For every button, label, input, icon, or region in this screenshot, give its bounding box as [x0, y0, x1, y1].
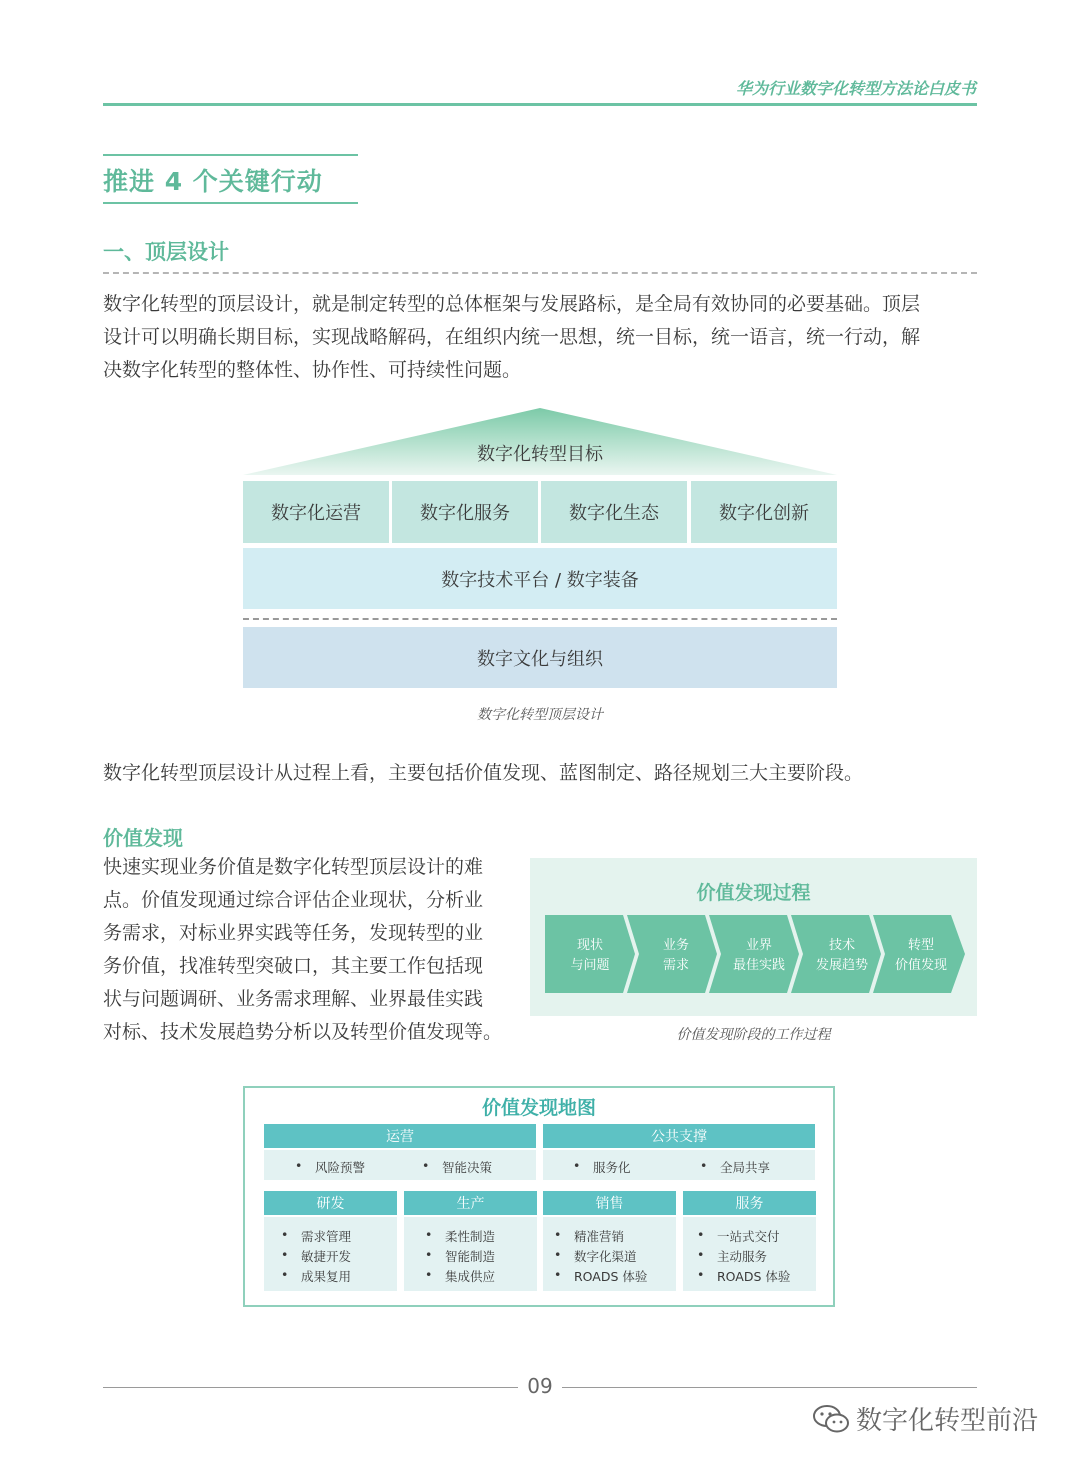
- pillar-ecosystem: 数字化生态: [541, 481, 687, 543]
- pillar-service: 数字化服务: [392, 481, 538, 543]
- pillar-innovation: 数字化创新: [691, 481, 837, 543]
- intro-paragraph: [103, 288, 977, 387]
- map-body-operations: [264, 1150, 536, 1180]
- step-4-line1: 技术: [828, 938, 856, 953]
- vd-line: 快速实现业务价值是数字化转型顶层设计的难: [103, 856, 484, 878]
- step-2-line2: 需求: [662, 958, 690, 973]
- map-head-shared-support: 公共支撑: [543, 1124, 815, 1148]
- stages-paragraph: 数字化转型顶层设计从过程上看，主要包括价值发现、蓝图制定、路径规划三大主要阶段。: [103, 762, 864, 784]
- dashed-divider: [103, 272, 977, 274]
- intro-line: 决数字化转型的整体性、协作性、可持续性问题。: [103, 359, 522, 381]
- map-head-operations: 运营: [264, 1124, 536, 1148]
- vd-line: 对标、技术发展趋势分析以及转型价值发现等。: [103, 1021, 503, 1043]
- map-item: • 数字化渠道: [574, 1247, 637, 1265]
- map-item: • 一站式交付: [717, 1227, 780, 1245]
- top-design-caption: 数字化转型顶层设计: [477, 707, 603, 723]
- vd-line: 务需求，对标业界实践等任务，发现转型的业: [103, 922, 484, 944]
- watermark: [812, 1400, 1038, 1437]
- process-step-3: [709, 915, 799, 993]
- map-body-rnd: [264, 1217, 397, 1291]
- step-1-line1: 现状: [576, 938, 604, 953]
- map-item: • 智能决策: [442, 1158, 492, 1176]
- process-step-1: [545, 915, 635, 993]
- map-item: • 敏捷开发: [301, 1247, 351, 1265]
- map-item: • ROADS 体验: [574, 1267, 647, 1285]
- map-item: • 风险预警: [315, 1158, 365, 1176]
- map-head-rnd: 研发: [264, 1191, 397, 1215]
- value-process-caption: 价值发现阶段的工作过程: [676, 1027, 831, 1043]
- section-title: 推进 4 个关键行动: [103, 167, 323, 196]
- value-map-title: 价值发现地图: [481, 1097, 596, 1119]
- vd-line: 状与问题调研、业务需求理解、业界最佳实践: [103, 988, 484, 1010]
- header-title: 华为行业数字化转型方法论白皮书: [735, 79, 976, 98]
- wechat-icon: [812, 1404, 850, 1434]
- map-item: • ROADS 体验: [717, 1267, 790, 1285]
- section-rule-top: [103, 154, 358, 156]
- map-item: • 需求管理: [301, 1227, 351, 1245]
- step-3-line1: 业界: [745, 938, 773, 953]
- footer-rule-right: [562, 1387, 977, 1388]
- pillar-operations: 数字化运营: [243, 481, 389, 543]
- map-head-production: 生产: [404, 1191, 537, 1215]
- map-head-sales: 销售: [543, 1191, 676, 1215]
- value-process-title: 价值发现过程: [696, 882, 811, 904]
- map-body-service: [683, 1217, 816, 1291]
- vd-line: 点。价值发现通过综合评估企业现状，分析业: [103, 889, 484, 911]
- header-rule: [103, 103, 977, 106]
- vd-line: 务价值，找准转型突破口，其主要工作包括现: [103, 955, 484, 977]
- step-1-line2: 与问题: [570, 958, 610, 973]
- value-process-arrows: [545, 915, 967, 993]
- intro-line: 设计可以明确长期目标，实现战略解码，在组织内统一思想，统一目标，统一语言，统一行动，解: [103, 326, 921, 348]
- subsection-title: 一、顶层设计: [103, 240, 229, 264]
- step-5-line1: 转型: [907, 938, 935, 953]
- map-item: • 智能制造: [445, 1247, 495, 1265]
- intro-line: 数字化转型的顶层设计，就是制定转型的总体框架与发展路标，是全局有效协同的必要基础。顶层: [103, 293, 921, 315]
- map-item: • 集成供应: [445, 1267, 495, 1285]
- diagram-dashed-divider: [243, 618, 837, 620]
- footer-rule-left: [103, 1387, 518, 1388]
- foundation-band: 数字文化与组织: [243, 627, 837, 688]
- value-discovery-heading: 价值发现: [103, 826, 183, 850]
- value-discovery-paragraph: [103, 851, 513, 1049]
- map-item: • 精准营销: [574, 1227, 624, 1245]
- step-2-line1: 业务: [662, 938, 690, 953]
- map-head-service: 服务: [683, 1191, 816, 1215]
- step-3-line2: 最佳实践: [732, 958, 786, 973]
- step-4-line2: 发展趋势: [815, 958, 869, 973]
- map-item: • 全局共享: [720, 1158, 770, 1176]
- map-item: • 服务化: [593, 1158, 631, 1176]
- goal-label: 数字化转型目标: [477, 444, 603, 465]
- page-number: 09: [527, 1374, 553, 1398]
- process-step-4: [791, 915, 881, 993]
- map-item: • 成果复用: [301, 1267, 351, 1285]
- map-body-sales: [543, 1217, 676, 1291]
- process-step-5: [873, 915, 965, 993]
- section-rule-bottom: [103, 202, 358, 204]
- map-item: • 柔性制造: [445, 1227, 495, 1245]
- map-body-shared-support: [543, 1150, 815, 1180]
- process-step-2: [627, 915, 717, 993]
- watermark-text: 数字化转型前沿: [856, 1406, 1039, 1436]
- step-5-line2: 价值发现: [894, 958, 948, 973]
- map-item: • 主动服务: [717, 1247, 767, 1265]
- map-body-production: [404, 1217, 537, 1291]
- platform-band: 数字技术平台 / 数字装备: [243, 548, 837, 609]
